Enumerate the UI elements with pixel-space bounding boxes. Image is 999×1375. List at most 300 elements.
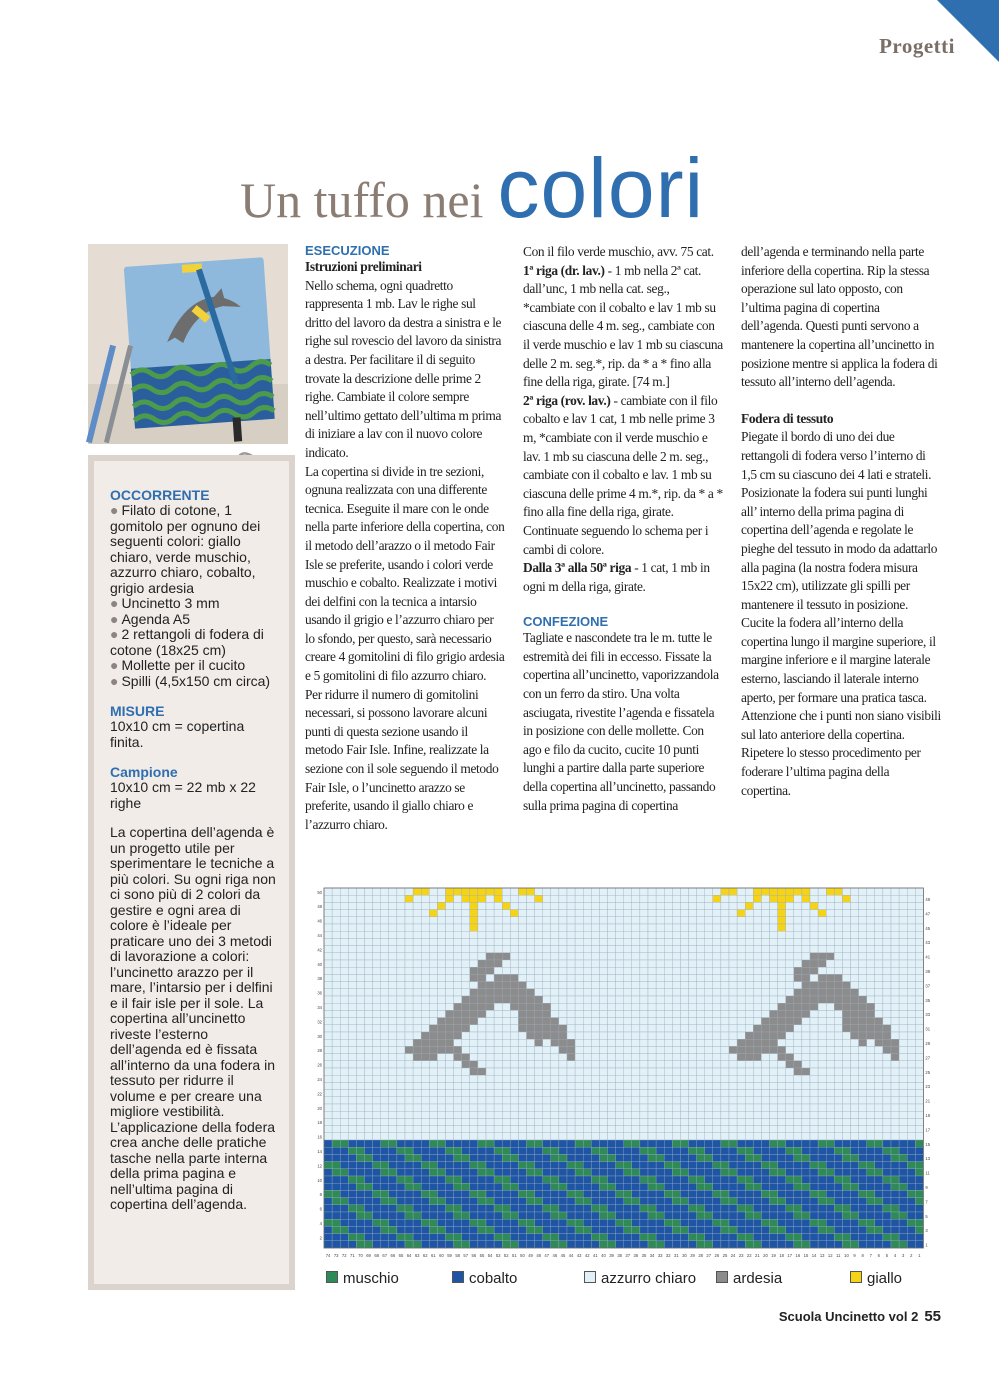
chart-cell [413, 1061, 421, 1068]
chart-cell [502, 1090, 510, 1097]
x-tick-label: 14 [811, 1253, 817, 1258]
chart-cell [583, 1111, 591, 1118]
chart-cell [413, 1140, 421, 1147]
chart-cell [583, 1054, 591, 1061]
chart-cell [616, 917, 624, 924]
chart-cell [356, 924, 364, 931]
chart-cell [729, 1126, 737, 1133]
chart-cell [365, 895, 373, 902]
chart-cell [559, 1118, 567, 1125]
chart-cell [883, 931, 891, 938]
chart-cell [656, 895, 664, 902]
chart-cell [624, 946, 632, 953]
chart-cell [340, 1140, 348, 1147]
chart-cell [624, 1241, 632, 1248]
chart-cell [381, 1097, 389, 1104]
chart-cell [389, 888, 397, 895]
chart-cell [745, 1126, 753, 1133]
chart-cell [599, 1075, 607, 1082]
chart-cell [794, 1133, 802, 1140]
chart-cell [753, 910, 761, 917]
chart-cell [632, 924, 640, 931]
chart-cell [381, 1133, 389, 1140]
chart-cell [810, 1118, 818, 1125]
chart-cell [802, 1147, 810, 1154]
chart-cell [859, 1104, 867, 1111]
chart-cell [891, 1118, 899, 1125]
chart-cell [818, 1226, 826, 1233]
chart-cell [324, 1183, 332, 1190]
chart-cell [656, 1154, 664, 1161]
chart-cell [753, 960, 761, 967]
chart-cell [616, 1147, 624, 1154]
chart-cell [405, 1003, 413, 1010]
chart-cell [608, 1118, 616, 1125]
x-tick-label: 48 [536, 1253, 541, 1258]
chart-cell [389, 917, 397, 924]
chart-cell [883, 924, 891, 931]
chart-cell [794, 1097, 802, 1104]
chart-cell [599, 1190, 607, 1197]
chart-cell [761, 1162, 769, 1169]
chart-cell [761, 996, 769, 1003]
chart-cell [324, 1018, 332, 1025]
chart-cell [672, 1154, 680, 1161]
chart-cell [632, 895, 640, 902]
chart-cell [672, 931, 680, 938]
chart-cell [867, 902, 875, 909]
chart-cell [551, 917, 559, 924]
chart-cell [826, 946, 834, 953]
chart-cell [859, 1075, 867, 1082]
chart-cell [907, 1241, 915, 1248]
chart-cell [891, 1046, 899, 1053]
chart-cell [826, 1205, 834, 1212]
chart-cell [875, 989, 883, 996]
chart-cell [486, 1075, 494, 1082]
chart-cell [551, 1032, 559, 1039]
chart-cell [689, 1068, 697, 1075]
chart-cell [599, 960, 607, 967]
chart-cell [494, 1010, 502, 1017]
chart-cell [915, 974, 923, 981]
chart-cell [761, 1061, 769, 1068]
chart-cell [608, 1176, 616, 1183]
chart-cell [397, 1133, 405, 1140]
chart-cell [405, 1097, 413, 1104]
chart-cell [624, 931, 632, 938]
chart-cell [721, 1198, 729, 1205]
chart-cell [527, 1082, 535, 1089]
chart-cell [527, 1046, 535, 1053]
chart-cell [470, 1018, 478, 1025]
chart-cell [583, 1061, 591, 1068]
chart-cell [689, 1003, 697, 1010]
chart-cell [842, 1025, 850, 1032]
chart-cell [842, 1241, 850, 1248]
chart-cell [543, 989, 551, 996]
chart-cell [543, 1241, 551, 1248]
chart-cell [907, 1176, 915, 1183]
chart-cell [891, 1234, 899, 1241]
chart-cell [842, 1126, 850, 1133]
chart-cell [851, 967, 859, 974]
chart-cell [640, 938, 648, 945]
chart-cell [624, 1082, 632, 1089]
chart-cell [462, 1219, 470, 1226]
chart-cell [826, 1183, 834, 1190]
chart-cell [389, 1068, 397, 1075]
chart-cell [867, 960, 875, 967]
chart-cell [429, 910, 437, 917]
chart-cell [413, 1205, 421, 1212]
chart-cell [859, 982, 867, 989]
x-tick-label: 68 [374, 1253, 379, 1258]
chart-cell [891, 1198, 899, 1205]
chart-cell [899, 1018, 907, 1025]
chart-cell [454, 1154, 462, 1161]
chart-cell [770, 888, 778, 895]
chart-cell [737, 967, 745, 974]
chart-cell [446, 1054, 454, 1061]
chart-cell [559, 996, 567, 1003]
chart-cell [437, 1061, 445, 1068]
chart-cell [502, 1212, 510, 1219]
chart-cell [794, 1234, 802, 1241]
chart-cell [559, 1169, 567, 1176]
chart-cell [437, 1212, 445, 1219]
chart-cell [705, 1154, 713, 1161]
chart-cell [535, 967, 543, 974]
chart-cell [842, 1003, 850, 1010]
chart-cell [583, 989, 591, 996]
chart-cell [332, 1133, 340, 1140]
chart-cell [340, 996, 348, 1003]
chart-cell [640, 960, 648, 967]
chart-cell [502, 1226, 510, 1233]
chart-cell [883, 1046, 891, 1053]
chart-cell [324, 1205, 332, 1212]
chart-cell [680, 1068, 688, 1075]
chart-cell [397, 917, 405, 924]
chart-cell [915, 989, 923, 996]
chart-cell [559, 1219, 567, 1226]
chart-cell [543, 910, 551, 917]
chart-cell [559, 1097, 567, 1104]
chart-cell [842, 1046, 850, 1053]
chart-cell [421, 974, 429, 981]
chart-cell [324, 1010, 332, 1017]
chart-cell [535, 1025, 543, 1032]
chart-cell [851, 1018, 859, 1025]
chart-cell [818, 1198, 826, 1205]
chart-cell [737, 989, 745, 996]
chart-cell [535, 1090, 543, 1097]
chart-cell [527, 1226, 535, 1233]
chart-cell [859, 1140, 867, 1147]
chart-cell [794, 1176, 802, 1183]
chart-cell [761, 1154, 769, 1161]
chart-cell [721, 1212, 729, 1219]
chart-cell [737, 1140, 745, 1147]
chart-cell [907, 938, 915, 945]
chart-cell [373, 946, 381, 953]
chart-cell [907, 1075, 915, 1082]
chart-cell [624, 895, 632, 902]
chart-cell [907, 1133, 915, 1140]
chart-cell [680, 953, 688, 960]
chart-cell [559, 1010, 567, 1017]
chart-cell [883, 1111, 891, 1118]
chart-cell [486, 910, 494, 917]
chart-cell [373, 1082, 381, 1089]
chart-cell [672, 910, 680, 917]
chart-cell [875, 1219, 883, 1226]
chart-cell [543, 946, 551, 953]
chart-cell [664, 1154, 672, 1161]
chart-cell [640, 1190, 648, 1197]
chart-cell [899, 1082, 907, 1089]
chart-cell [842, 1111, 850, 1118]
chart-cell [891, 1068, 899, 1075]
chart-cell [389, 1075, 397, 1082]
chart-cell [608, 1212, 616, 1219]
chart-cell [551, 1068, 559, 1075]
chart-cell [348, 1154, 356, 1161]
chart-cell [899, 1212, 907, 1219]
chart-cell [551, 1212, 559, 1219]
chart-cell [761, 960, 769, 967]
chart-cell [656, 1241, 664, 1248]
chart-cell [575, 902, 583, 909]
chart-cell [794, 1118, 802, 1125]
chart-cell [770, 1075, 778, 1082]
chart-cell [656, 1234, 664, 1241]
chart-cell [608, 1075, 616, 1082]
chart-cell [486, 1097, 494, 1104]
chart-cell [842, 974, 850, 981]
chart-cell [826, 1241, 834, 1248]
chart-cell [494, 895, 502, 902]
chart-cell [624, 982, 632, 989]
chart-cell [405, 1104, 413, 1111]
chart-cell [656, 1075, 664, 1082]
chart-cell [340, 960, 348, 967]
chart-cell [826, 1169, 834, 1176]
chart-cell [494, 902, 502, 909]
chart-cell [680, 982, 688, 989]
chart-cell [859, 902, 867, 909]
chart-cell [624, 1097, 632, 1104]
chart-cell [713, 1075, 721, 1082]
chart-cell [567, 1198, 575, 1205]
chart-cell [356, 1212, 364, 1219]
chart-cell [486, 1147, 494, 1154]
chart-cell [454, 1025, 462, 1032]
chart-cell [381, 996, 389, 1003]
chart-cell [915, 960, 923, 967]
chart-cell [510, 1147, 518, 1154]
chart-cell [608, 888, 616, 895]
chart-cell [891, 1104, 899, 1111]
chart-cell [632, 1054, 640, 1061]
chart-cell [891, 924, 899, 931]
chart-cell [632, 1097, 640, 1104]
chart-cell [883, 1068, 891, 1075]
chart-cell [583, 1226, 591, 1233]
chart-cell [672, 1061, 680, 1068]
chart-cell [915, 1097, 923, 1104]
chart-cell [324, 1198, 332, 1205]
chart-cell [486, 1118, 494, 1125]
chart-cell [348, 1054, 356, 1061]
chart-cell [535, 960, 543, 967]
chart-cell [680, 1234, 688, 1241]
chart-cell [527, 910, 535, 917]
chart-cell [737, 1061, 745, 1068]
chart-cell [373, 1061, 381, 1068]
chart-cell [648, 938, 656, 945]
chart-cell [697, 1039, 705, 1046]
chart-cell [778, 989, 786, 996]
chart-cell [429, 1219, 437, 1226]
chart-cell [915, 1126, 923, 1133]
chart-cell [680, 931, 688, 938]
chart-cell [365, 888, 373, 895]
chart-cell [689, 1133, 697, 1140]
chart-cell [842, 1133, 850, 1140]
chart-cell [486, 1104, 494, 1111]
chart-cell [599, 1226, 607, 1233]
chart-cell [891, 1176, 899, 1183]
chart-cell [648, 1126, 656, 1133]
chart-cell [462, 1032, 470, 1039]
chart-cell [608, 967, 616, 974]
chart-cell [543, 974, 551, 981]
chart-cell [778, 1025, 786, 1032]
legend-item-muschio: muschio [326, 1270, 399, 1287]
chart-cell [543, 1097, 551, 1104]
chart-cell [397, 1061, 405, 1068]
chart-cell [648, 1219, 656, 1226]
chart-cell [689, 1018, 697, 1025]
chart-cell [437, 1032, 445, 1039]
chart-cell [340, 902, 348, 909]
chart-cell [713, 996, 721, 1003]
chart-cell [818, 1010, 826, 1017]
x-tick-label: 71 [350, 1253, 355, 1258]
chart-cell [761, 902, 769, 909]
chart-cell [648, 1118, 656, 1125]
chart-cell [713, 1126, 721, 1133]
chart-cell [745, 1032, 753, 1039]
chart-cell [745, 1241, 753, 1248]
chart-cell [446, 902, 454, 909]
chart-cell [502, 1061, 510, 1068]
chart-cell [608, 1097, 616, 1104]
y-tick-label-left: 14 [317, 1148, 322, 1154]
chart-cell [332, 1075, 340, 1082]
chart-cell [721, 1118, 729, 1125]
chart-cell [899, 1032, 907, 1039]
chart-cell [486, 1126, 494, 1133]
chart-cell [802, 1046, 810, 1053]
chart-cell [705, 960, 713, 967]
chart-cell [494, 1183, 502, 1190]
chart-cell [348, 960, 356, 967]
chart-cell [867, 1169, 875, 1176]
legend-item-giallo: giallo [850, 1270, 902, 1287]
chart-cell [599, 1162, 607, 1169]
chart-cell [867, 1018, 875, 1025]
chart-cell [867, 1190, 875, 1197]
chart-cell [332, 953, 340, 960]
chart-cell [470, 1111, 478, 1118]
chart-cell [324, 1075, 332, 1082]
x-tick-label: 55 [479, 1253, 485, 1258]
chart-cell [891, 1212, 899, 1219]
chart-cell [875, 1111, 883, 1118]
chart-cell [867, 1075, 875, 1082]
chart-cell [786, 924, 794, 931]
chart-cell [591, 1111, 599, 1118]
chart-cell [543, 996, 551, 1003]
chart-cell [899, 982, 907, 989]
y-tick-label-left: 20 [317, 1105, 322, 1111]
chart-cell [705, 1133, 713, 1140]
chart-cell [397, 1003, 405, 1010]
chart-cell [697, 1082, 705, 1089]
chart-cell [413, 888, 421, 895]
chart-cell [891, 1039, 899, 1046]
chart-cell [543, 1212, 551, 1219]
chart-cell [721, 1104, 729, 1111]
chart-cell [624, 1046, 632, 1053]
chart-cell [632, 974, 640, 981]
chart-cell [802, 1226, 810, 1233]
chart-cell [518, 1046, 526, 1053]
chart-cell [454, 1140, 462, 1147]
chart-cell [680, 1118, 688, 1125]
chart-cell [826, 1061, 834, 1068]
chart-cell [656, 1176, 664, 1183]
chart-cell [559, 1054, 567, 1061]
chart-cell [397, 953, 405, 960]
chart-cell [632, 1190, 640, 1197]
chart-cell [502, 902, 510, 909]
chart-cell [689, 938, 697, 945]
chart-cell [324, 924, 332, 931]
chart-cell [689, 902, 697, 909]
chart-cell [373, 1126, 381, 1133]
chart-cell [583, 1176, 591, 1183]
chart-cell [551, 902, 559, 909]
chart-cell [599, 946, 607, 953]
chart-cell [672, 1183, 680, 1190]
chart-cell [340, 1061, 348, 1068]
chart-cell [389, 1226, 397, 1233]
chart-cell [446, 910, 454, 917]
chart-cell [486, 1133, 494, 1140]
chart-cell [664, 1104, 672, 1111]
chart-cell [591, 1154, 599, 1161]
chart-cell [340, 895, 348, 902]
chart-cell [527, 1183, 535, 1190]
chart-cell [527, 1003, 535, 1010]
chart-cell [429, 1104, 437, 1111]
chart-cell [486, 1010, 494, 1017]
chart-cell [915, 982, 923, 989]
